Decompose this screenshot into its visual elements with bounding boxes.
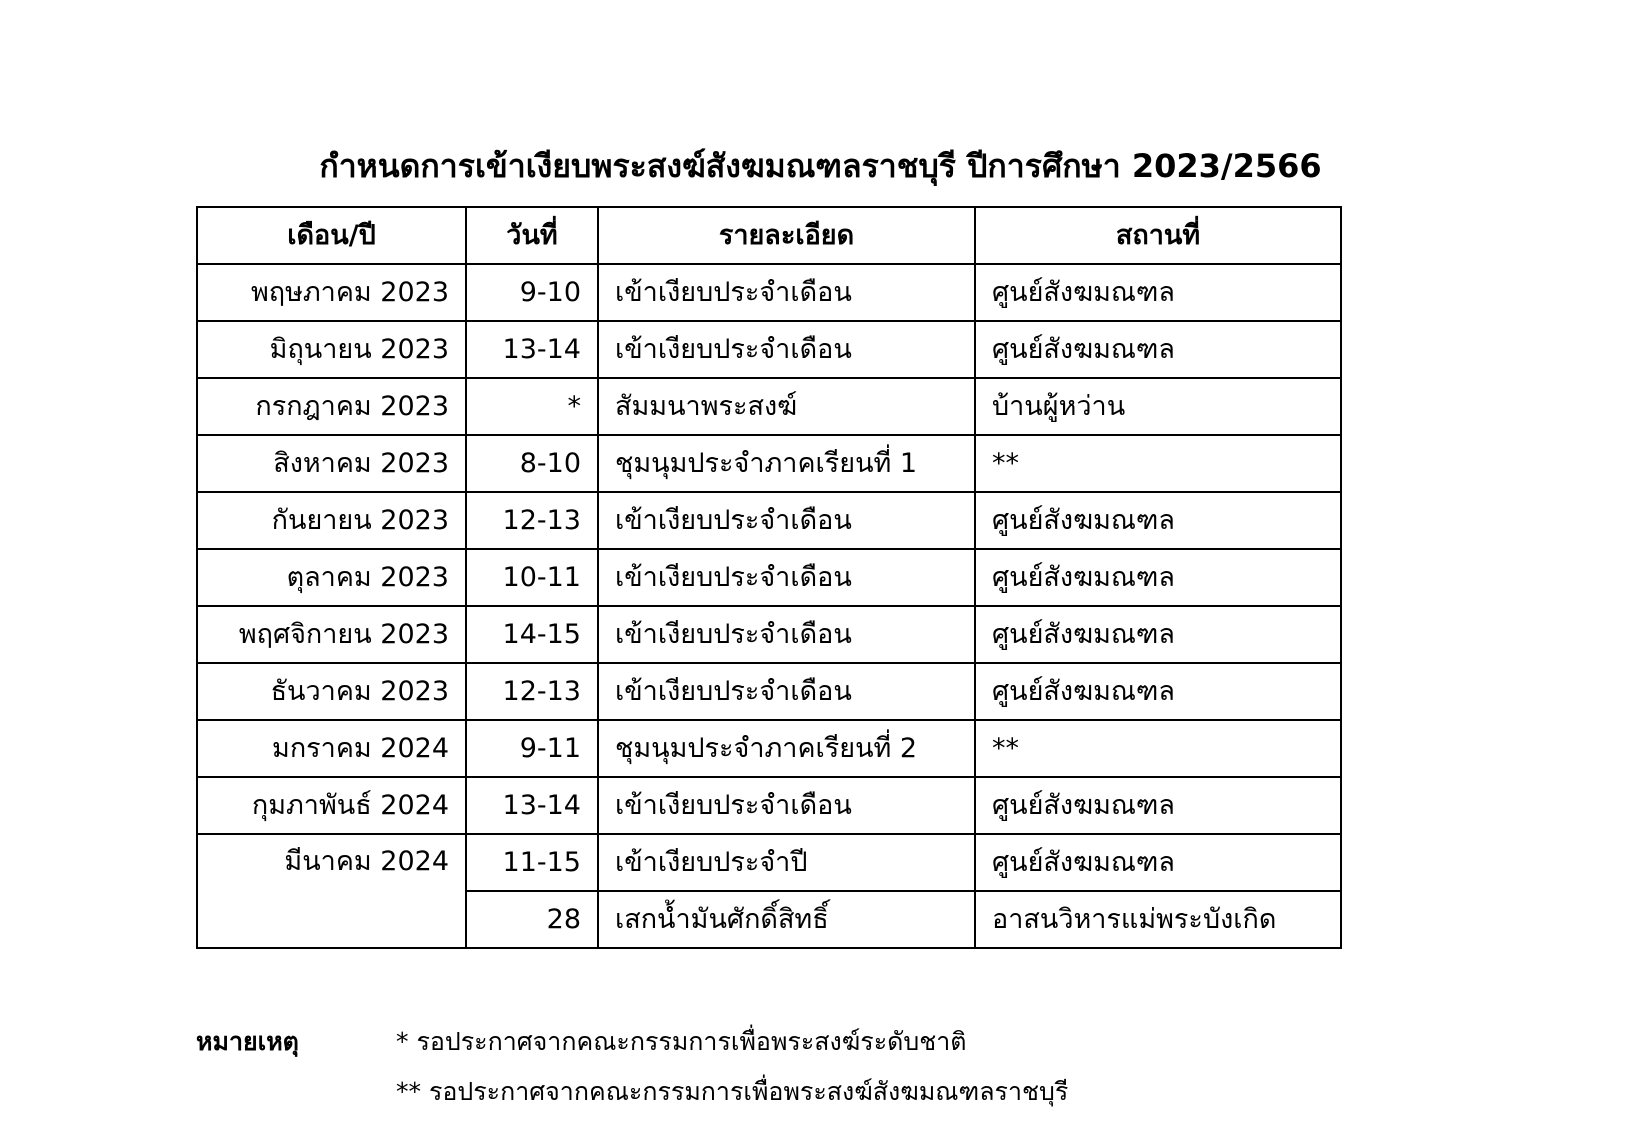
note-line-1: * รอประกาศจากคณะกรรมการเพื่อพระสงฆ์ระดับชาติ [396, 1027, 967, 1056]
cell-detail: เข้าเงียบประจำเดือน [598, 549, 975, 606]
cell-detail: เข้าเงียบประจำเดือน [598, 663, 975, 720]
table-row [197, 321, 1341, 378]
cell-date: 10-11 [466, 549, 598, 606]
table-row [197, 720, 1341, 777]
cell-month: มีนาคม 2024 [197, 834, 466, 948]
cell-detail: สัมมนาพระสงฆ์ [598, 378, 975, 435]
cell-detail: เข้าเงียบประจำปี [598, 834, 975, 891]
header-date: วันที่ [466, 207, 598, 264]
cell-date: 13-14 [466, 321, 598, 378]
cell-date: 13-14 [466, 777, 598, 834]
cell-date: 12-13 [466, 492, 598, 549]
cell-detail: เสกน้ำมันศักดิ์สิทธิ์ [598, 891, 975, 948]
table-row [197, 834, 1341, 891]
cell-detail: เข้าเงียบประจำเดือน [598, 264, 975, 321]
cell-place: ** [975, 435, 1341, 492]
table-row [197, 435, 1341, 492]
schedule-table [196, 206, 1342, 949]
cell-place: ศูนย์สังฆมณฑล [975, 264, 1341, 321]
cell-month: กันยายน 2023 [197, 492, 466, 549]
cell-month: พฤษภาคม 2023 [197, 264, 466, 321]
cell-detail: เข้าเงียบประจำเดือน [598, 777, 975, 834]
header-month: เดือน/ปี [197, 207, 466, 264]
cell-date: * [466, 378, 598, 435]
note-line-2: ** รอประกาศจากคณะกรรมการเพื่อพระสงฆ์สังฆมณฑลราชบุรี [396, 1077, 1069, 1106]
cell-date: 28 [466, 891, 598, 948]
cell-month: สิงหาคม 2023 [197, 435, 466, 492]
table-row [197, 492, 1341, 549]
table-row [197, 549, 1341, 606]
cell-date: 14-15 [466, 606, 598, 663]
cell-date: 9-11 [466, 720, 598, 777]
cell-month: มกราคม 2024 [197, 720, 466, 777]
cell-place: บ้านผู้หว่าน [975, 378, 1341, 435]
table-row [197, 777, 1341, 834]
table-header-row [197, 207, 1341, 264]
cell-detail: เข้าเงียบประจำเดือน [598, 321, 975, 378]
cell-date: 8-10 [466, 435, 598, 492]
cell-place: ศูนย์สังฆมณฑล [975, 606, 1341, 663]
cell-place: ศูนย์สังฆมณฑล [975, 834, 1341, 891]
header-detail: รายละเอียด [598, 207, 975, 264]
table-row [197, 378, 1341, 435]
cell-detail: ชุมนุมประจำภาคเรียนที่ 2 [598, 720, 975, 777]
cell-month: ตุลาคม 2023 [197, 549, 466, 606]
cell-month: กรกฎาคม 2023 [197, 378, 466, 435]
cell-place: อาสนวิหารแม่พระบังเกิด [975, 891, 1341, 948]
cell-place: ศูนย์สังฆมณฑล [975, 777, 1341, 834]
cell-date: 12-13 [466, 663, 598, 720]
cell-place: ศูนย์สังฆมณฑล [975, 492, 1341, 549]
cell-month: มิถุนายน 2023 [197, 321, 466, 378]
cell-month: กุมภาพันธ์ 2024 [197, 777, 466, 834]
cell-place: ศูนย์สังฆมณฑล [975, 549, 1341, 606]
cell-date: 11-15 [466, 834, 598, 891]
cell-place: ศูนย์สังฆมณฑล [975, 663, 1341, 720]
cell-detail: เข้าเงียบประจำเดือน [598, 492, 975, 549]
cell-month: พฤศจิกายน 2023 [197, 606, 466, 663]
cell-place: ศูนย์สังฆมณฑล [975, 321, 1341, 378]
cell-detail: เข้าเงียบประจำเดือน [598, 606, 975, 663]
cell-place: ** [975, 720, 1341, 777]
cell-date: 9-10 [466, 264, 598, 321]
table-row [197, 663, 1341, 720]
page-title: กำหนดการเข้าเงียบพระสงฆ์สังฆมณฑลราชบุรี ปีการศึกษา 2023/2566 [319, 147, 1322, 185]
notes-label: หมายเหตุ [196, 1027, 299, 1056]
cell-detail: ชุมนุมประจำภาคเรียนที่ 1 [598, 435, 975, 492]
header-place: สถานที่ [975, 207, 1341, 264]
table-row [197, 264, 1341, 321]
cell-month: ธันวาคม 2023 [197, 663, 466, 720]
table-row [197, 606, 1341, 663]
